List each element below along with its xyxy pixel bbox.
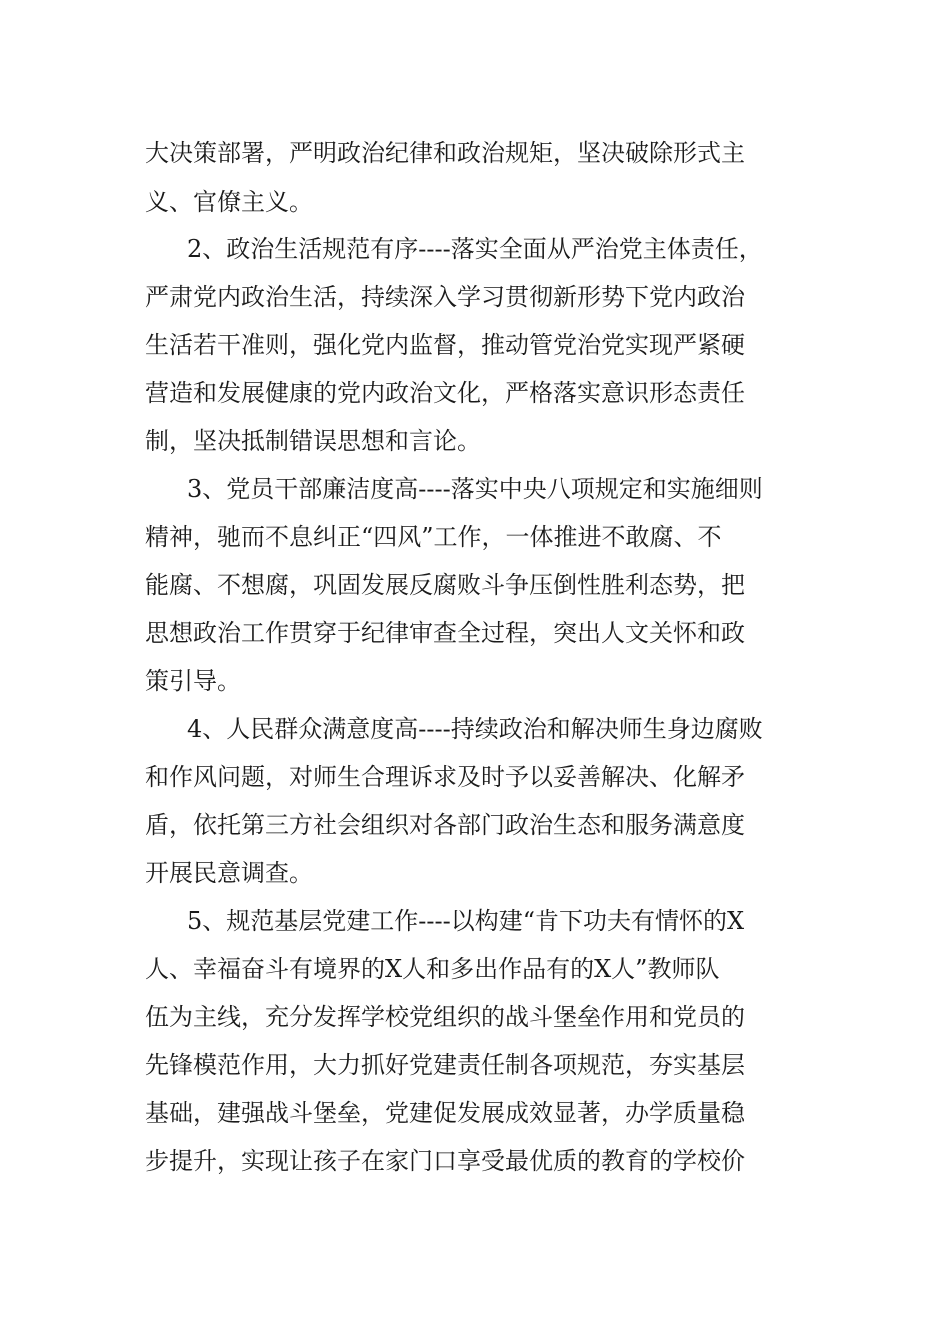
- text-line: 伍为主线，充分发挥学校党组织的战斗堡垒作用和党员的: [145, 1003, 745, 1031]
- text-line: 3、党员干部廉洁度高----落实中央八项规定和实施细则: [187, 475, 763, 503]
- text-line: 基础，建强战斗堡垒，党建促发展成效显著，办学质量稳: [145, 1099, 745, 1127]
- text-line: 盾，依托第三方社会组织对各部门政治生态和服务满意度: [145, 811, 745, 839]
- text-line: 制，坚决抵制错误思想和言论。: [145, 427, 481, 455]
- text-line: 策引导。: [145, 667, 241, 695]
- text-line: 5、规范基层党建工作----以构建“肯下功夫有情怀的X: [187, 907, 745, 935]
- text-line: 大决策部署，严明政治纪律和政治规矩，坚决破除形式主: [145, 139, 745, 167]
- text-line: 开展民意调查。: [145, 859, 313, 887]
- text-line: 生活若干准则，强化党内监督，推动管党治党实现严紧硬: [145, 331, 745, 359]
- text-line: 思想政治工作贯穿于纪律审查全过程，突出人文关怀和政: [145, 619, 745, 647]
- text-line: 义、官僚主义。: [145, 188, 313, 216]
- text-line: 严肃党内政治生活，持续深入学习贯彻新形势下党内政治: [145, 283, 745, 311]
- text-line: 能腐、不想腐，巩固发展反腐败斗争压倒性胜利态势，把: [145, 571, 745, 599]
- text-line: 步提升，实现让孩子在家门口享受最优质的教育的学校价: [145, 1147, 745, 1175]
- text-line: 先锋模范作用，大力抓好党建责任制各项规范，夯实基层: [145, 1051, 745, 1079]
- text-line: 人、幸福奋斗有境界的X人和多出作品有的X人”教师队: [145, 955, 720, 983]
- text-line: 精神，驰而不息纠正“四风”工作，一体推进不敢腐、不: [145, 523, 722, 551]
- text-line: 2、政治生活规范有序----落实全面从严治党主体责任，: [187, 235, 763, 263]
- text-line: 和作风问题，对师生合理诉求及时予以妥善解决、化解矛: [145, 763, 745, 791]
- text-line: 营造和发展健康的党内政治文化，严格落实意识形态责任: [145, 379, 745, 407]
- text-line: 4、人民群众满意度高----持续政治和解决师生身边腐败: [187, 715, 763, 743]
